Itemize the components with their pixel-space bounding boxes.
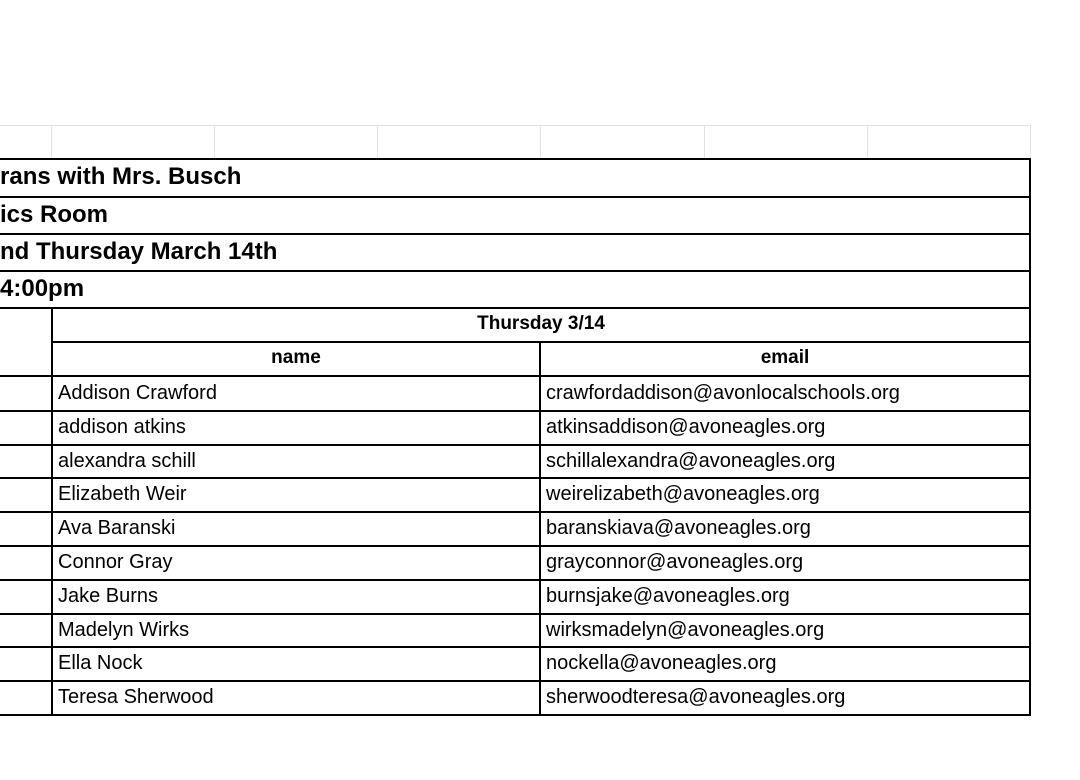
name-cell[interactable]: Madelyn Wirks [58, 618, 190, 641]
email-cell[interactable]: crawfordaddison@avonlocalschools.org [546, 382, 900, 404]
gridline [0, 125, 1031, 126]
gridline [540, 125, 541, 158]
group-header-thursday[interactable]: Thursday 3/14 [477, 313, 605, 334]
email-cell[interactable]: wirksmadelyn@avoneagles.org [546, 618, 825, 641]
column-header-email[interactable]: email [760, 347, 810, 368]
name-cell[interactable]: addison atkins [58, 415, 186, 438]
gridline [51, 125, 52, 158]
name-cell[interactable]: Ava Baranski [58, 517, 176, 540]
name-cell[interactable]: Teresa Sherwood [58, 686, 214, 709]
name-cell[interactable]: Addison Crawford [58, 382, 217, 404]
email-cell[interactable]: schillalexandra@avoneagles.org [546, 449, 836, 472]
name-cell[interactable]: Ella Nock [58, 652, 143, 675]
name-cell[interactable]: Elizabeth Weir [58, 483, 187, 506]
name-cell[interactable]: Connor Gray [58, 551, 173, 573]
gridline [1030, 125, 1031, 158]
name-cell[interactable]: alexandra schill [58, 449, 196, 472]
email-cell[interactable]: grayconnor@avoneagles.org [546, 551, 804, 573]
gridline [867, 125, 868, 158]
email-cell[interactable]: weirelizabeth@avoneagles.org [546, 483, 820, 506]
email-cell[interactable]: sherwoodteresa@avoneagles.org [546, 686, 846, 709]
gridline [214, 125, 215, 158]
cell-border [539, 341, 541, 714]
title-cell[interactable]: nd Thursday March 14th [0, 238, 278, 265]
cell-border [1029, 158, 1031, 714]
title-cell[interactable]: rans with Mrs. Busch [0, 163, 242, 190]
email-cell[interactable]: baranskiava@avoneagles.org [546, 517, 811, 540]
email-cell[interactable]: nockella@avoneagles.org [546, 652, 777, 675]
email-cell[interactable]: atkinsaddison@avoneagles.org [546, 415, 826, 438]
email-cell[interactable]: burnsjake@avoneagles.org [546, 584, 790, 607]
title-cell[interactable]: 4:00pm [0, 275, 85, 302]
cell-border [0, 714, 1031, 716]
gridline [377, 125, 378, 158]
title-cell[interactable]: ics Room [0, 201, 109, 228]
gridline [704, 125, 705, 158]
name-cell[interactable]: Jake Burns [58, 584, 159, 607]
column-header-name[interactable]: name [271, 347, 321, 368]
